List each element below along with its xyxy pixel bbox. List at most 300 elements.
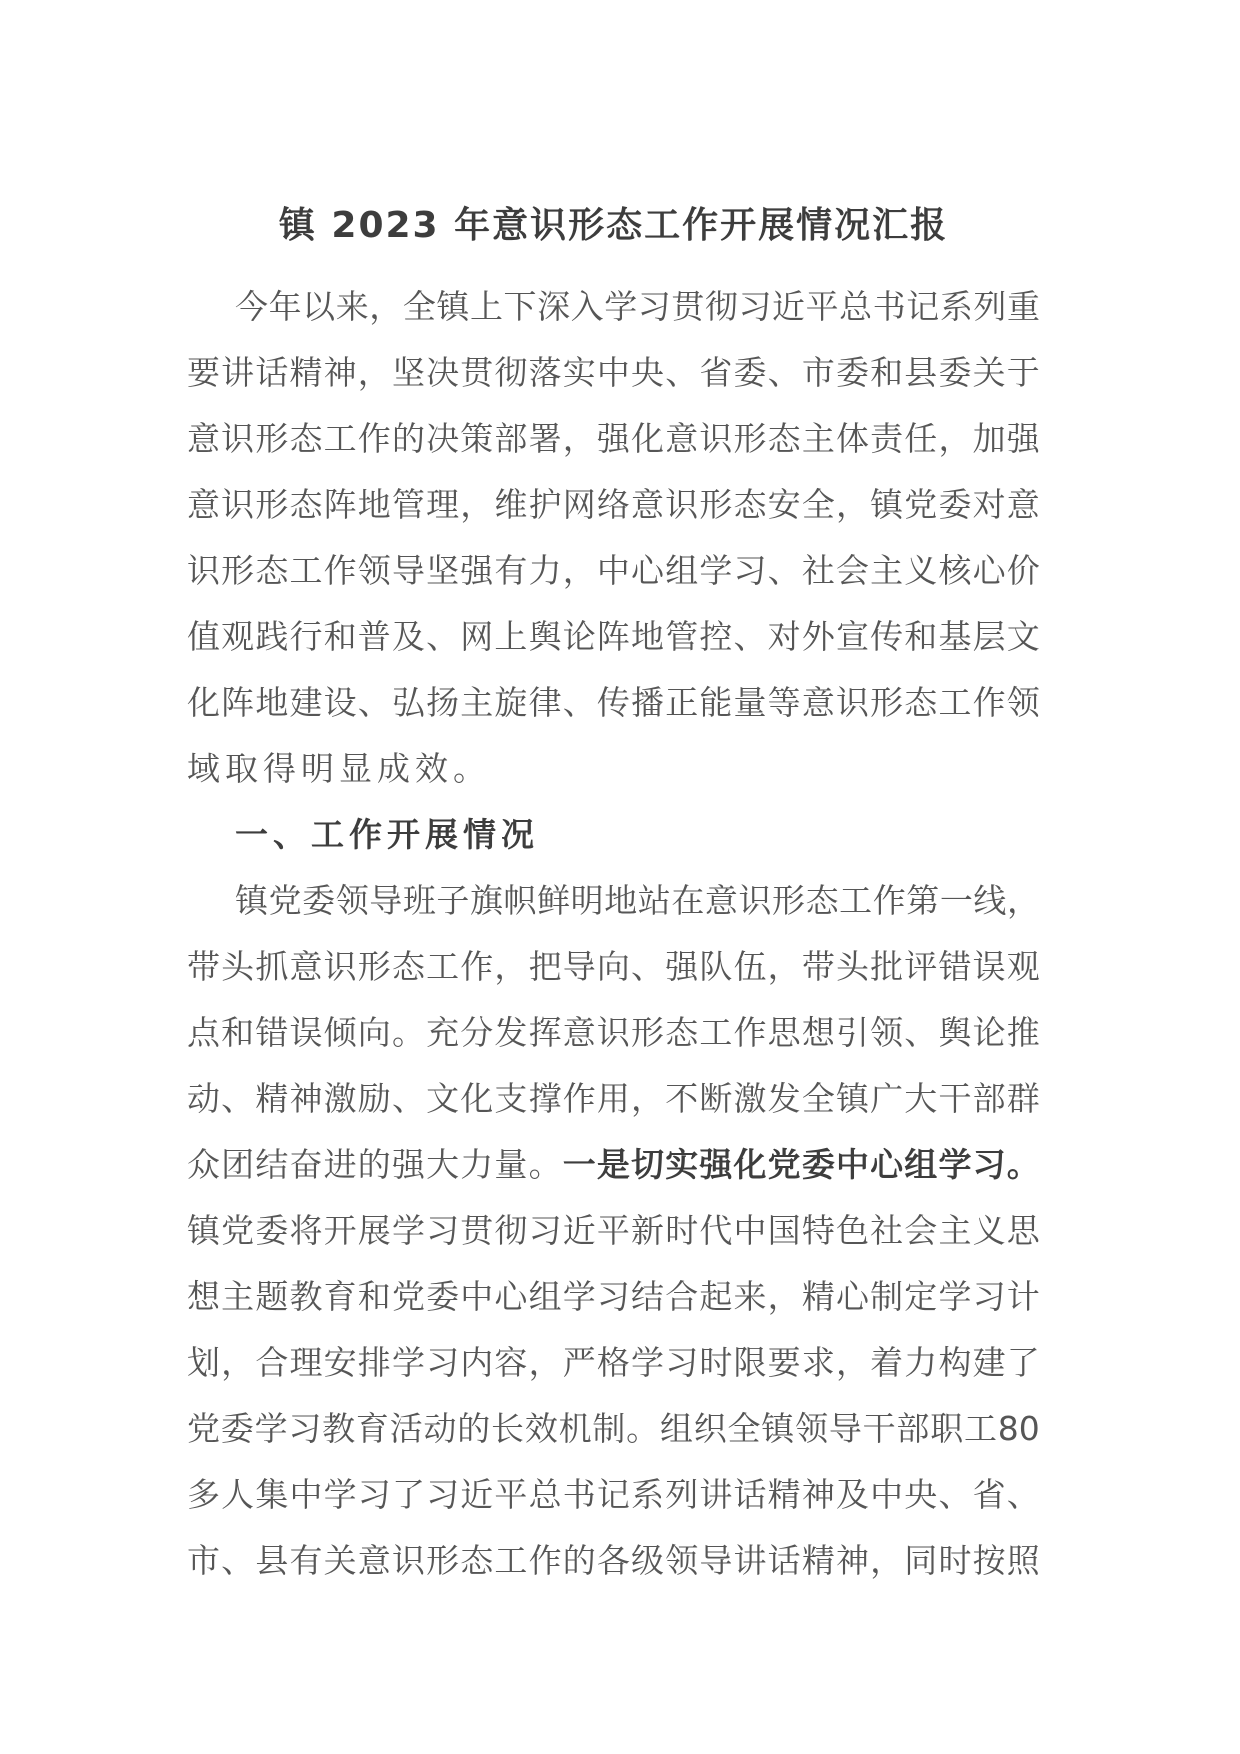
body-text: 地 bbox=[255, 683, 289, 722]
body-text: 管 bbox=[391, 485, 425, 524]
body-text: 阵 bbox=[323, 485, 357, 524]
body-text: 层 bbox=[972, 617, 1006, 656]
body-text: 形 bbox=[221, 551, 255, 590]
body-text: 作 bbox=[733, 1013, 767, 1052]
body-text: 结 bbox=[631, 1277, 665, 1316]
body-text: 关 bbox=[972, 353, 1006, 392]
body-text: 意 bbox=[704, 881, 738, 920]
body-text: ， bbox=[835, 485, 869, 524]
body-text: 了 bbox=[391, 1475, 425, 1514]
body-text: 态 bbox=[733, 485, 767, 524]
body-text: 精 bbox=[289, 353, 323, 392]
body-text: 坚 bbox=[426, 551, 460, 590]
body-text: 。 bbox=[391, 1013, 425, 1052]
body-text: 责 bbox=[870, 419, 904, 458]
body-text: 意 bbox=[631, 485, 665, 524]
body-text: 委 bbox=[426, 1277, 460, 1316]
body-text: 挥 bbox=[528, 1013, 562, 1052]
body-text: 贯 bbox=[671, 287, 705, 326]
body-text: 学 bbox=[631, 1343, 665, 1382]
body-text: 职 bbox=[930, 1409, 964, 1448]
body-text: 合 bbox=[255, 1343, 289, 1382]
body-text: 网 bbox=[562, 485, 596, 524]
body-text: 领 bbox=[795, 1409, 829, 1448]
body-text: 错 bbox=[938, 947, 972, 986]
body-text: 在 bbox=[671, 881, 705, 920]
body-text: ， bbox=[631, 1079, 665, 1118]
body-text: 镇 bbox=[436, 287, 470, 326]
body-text: 重 bbox=[1006, 287, 1040, 326]
body-text: 求 bbox=[801, 1343, 835, 1382]
body-text: 强 bbox=[596, 419, 630, 458]
body-text: 80 bbox=[997, 1409, 1040, 1448]
body-text: 践 bbox=[255, 617, 289, 656]
body-text: 精 bbox=[767, 1475, 801, 1514]
body-text: 动 bbox=[187, 1079, 220, 1118]
body-text: 色 bbox=[835, 1211, 869, 1250]
document-content bbox=[187, 193, 1040, 1594]
body-text: 结 bbox=[255, 1145, 289, 1184]
body-text: 化 bbox=[460, 1079, 494, 1118]
body-text: ， bbox=[562, 419, 596, 458]
body-text: 义 bbox=[972, 1211, 1006, 1250]
body-text: 中 bbox=[733, 1211, 767, 1250]
body-text: 建 bbox=[972, 1343, 1006, 1382]
body-text: 展 bbox=[357, 1211, 391, 1250]
body-text: 态 bbox=[255, 551, 289, 590]
body-text: 站 bbox=[637, 881, 671, 920]
body-text: 强 bbox=[665, 947, 699, 986]
body-text: 镇 bbox=[187, 1211, 220, 1250]
emphasis-text: 。 bbox=[1006, 1145, 1040, 1184]
body-text: 列 bbox=[973, 287, 1007, 326]
body-text: 强 bbox=[460, 551, 494, 590]
body-text: 舆 bbox=[528, 617, 562, 656]
body-text: 线 bbox=[973, 881, 1007, 920]
text-line bbox=[187, 1396, 1040, 1462]
body-text: 等 bbox=[767, 683, 801, 722]
body-text: 全 bbox=[727, 1409, 761, 1448]
body-text: 、 bbox=[631, 947, 665, 986]
body-text: 平 bbox=[494, 1475, 528, 1514]
body-text: 县 bbox=[255, 1541, 289, 1580]
body-text: 的 bbox=[457, 1409, 491, 1448]
body-text: 识 bbox=[221, 485, 255, 524]
emphasis-text: 中 bbox=[835, 1145, 869, 1184]
body-text: 播 bbox=[631, 683, 665, 722]
body-text: 来 bbox=[335, 287, 369, 326]
body-text: 上 bbox=[469, 287, 503, 326]
body-text: 话 bbox=[733, 1475, 767, 1514]
body-text: 意 bbox=[357, 1541, 391, 1580]
body-text: 镇 bbox=[870, 485, 904, 524]
body-text: 学 bbox=[391, 1343, 425, 1382]
body-text: 和 bbox=[221, 1013, 255, 1052]
body-text: 学 bbox=[323, 1475, 357, 1514]
body-text: 国 bbox=[767, 1211, 801, 1250]
body-text: 形 bbox=[631, 1013, 665, 1052]
body-text: 识 bbox=[187, 551, 220, 590]
body-text: 彻 bbox=[494, 1211, 528, 1250]
body-text: 正 bbox=[665, 683, 699, 722]
body-text: 的 bbox=[357, 1145, 391, 1184]
body-text: 作 bbox=[323, 551, 357, 590]
body-text: 学 bbox=[938, 1277, 972, 1316]
body-text: ， bbox=[870, 1541, 904, 1580]
body-text: 中 bbox=[870, 1475, 904, 1514]
body-text: 作 bbox=[972, 683, 1006, 722]
body-text: 撑 bbox=[528, 1079, 562, 1118]
body-text: 识 bbox=[323, 947, 357, 986]
body-text: 习 bbox=[596, 1277, 630, 1316]
body-text: 党 bbox=[221, 1211, 255, 1250]
body-text: 多 bbox=[187, 1475, 220, 1514]
body-text: 署 bbox=[528, 419, 562, 458]
body-text: 委 bbox=[938, 485, 972, 524]
body-text: 组 bbox=[665, 551, 699, 590]
body-text: 带 bbox=[801, 947, 835, 986]
body-text: 舆 bbox=[938, 1013, 972, 1052]
body-text: 、 bbox=[767, 551, 801, 590]
body-text: 激 bbox=[323, 1079, 357, 1118]
body-text: 量 bbox=[494, 1145, 528, 1184]
body-text: 起 bbox=[699, 1277, 733, 1316]
body-text: 年 bbox=[268, 287, 302, 326]
body-text: 效 bbox=[524, 1409, 558, 1448]
body-text: 及 bbox=[391, 617, 425, 656]
body-text: ， bbox=[835, 1343, 869, 1382]
body-text: 论 bbox=[972, 1013, 1006, 1052]
body-text: 、 bbox=[562, 683, 596, 722]
body-text: 主 bbox=[460, 683, 494, 722]
emphasis-text: 切 bbox=[631, 1145, 665, 1184]
body-text: 心 bbox=[835, 1277, 869, 1316]
body-text: 织 bbox=[693, 1409, 727, 1448]
body-text: 基 bbox=[938, 617, 972, 656]
body-text: 社 bbox=[870, 1211, 904, 1250]
body-text: 部 bbox=[494, 419, 528, 458]
body-text: 工 bbox=[938, 683, 972, 722]
body-text: 容 bbox=[494, 1343, 528, 1382]
body-text: 全 bbox=[801, 485, 835, 524]
body-text: 强 bbox=[391, 1145, 425, 1184]
text-line bbox=[187, 604, 1040, 670]
body-text: 、 bbox=[665, 353, 699, 392]
body-text: 构 bbox=[938, 1343, 972, 1382]
body-text: 。 bbox=[528, 1145, 562, 1184]
body-text: ， bbox=[1006, 881, 1040, 920]
body-text: 书 bbox=[872, 287, 906, 326]
body-text: 意 bbox=[289, 947, 323, 986]
body-text: 推 bbox=[1006, 1013, 1040, 1052]
body-text: 习 bbox=[426, 1475, 460, 1514]
body-text: 今 bbox=[235, 287, 268, 326]
body-text: 严 bbox=[562, 1343, 596, 1382]
body-text: 形 bbox=[870, 683, 904, 722]
body-text: 识 bbox=[391, 1541, 425, 1580]
body-text: 学 bbox=[604, 287, 638, 326]
body-text: 心 bbox=[631, 551, 665, 590]
body-text: 思 bbox=[1006, 1211, 1040, 1250]
body-text: 管 bbox=[665, 617, 699, 656]
body-text: 领 bbox=[357, 551, 391, 590]
body-text: 态 bbox=[460, 1541, 494, 1580]
body-text: 工 bbox=[323, 419, 357, 458]
body-text: 行 bbox=[289, 617, 323, 656]
body-text: 、 bbox=[1006, 1475, 1040, 1514]
body-text: 子 bbox=[436, 881, 470, 920]
body-text: 维 bbox=[494, 485, 528, 524]
body-text: 加 bbox=[972, 419, 1006, 458]
body-text: 学 bbox=[699, 551, 733, 590]
body-text: 导 bbox=[391, 551, 425, 590]
body-text: 核 bbox=[938, 551, 972, 590]
text-line bbox=[187, 538, 1040, 604]
text-line bbox=[187, 736, 1040, 802]
body-text: 神 bbox=[801, 1475, 835, 1514]
body-text: 、 bbox=[938, 1475, 972, 1514]
body-text: 系 bbox=[939, 287, 973, 326]
body-text: 精 bbox=[255, 1079, 289, 1118]
body-text: 贯 bbox=[460, 353, 494, 392]
body-text: 党 bbox=[904, 485, 938, 524]
body-text: 习 bbox=[733, 551, 767, 590]
body-text: 上 bbox=[494, 617, 528, 656]
body-text: 义 bbox=[904, 551, 938, 590]
body-text: 向 bbox=[596, 947, 630, 986]
body-text: 识 bbox=[221, 419, 255, 458]
body-text: 精 bbox=[801, 1277, 835, 1316]
body-text: 抓 bbox=[255, 947, 289, 986]
body-text: 识 bbox=[699, 419, 733, 458]
body-text: 习 bbox=[357, 1475, 391, 1514]
body-text: 形 bbox=[772, 881, 805, 920]
text-line bbox=[187, 274, 1040, 340]
body-text: ， bbox=[494, 947, 528, 986]
body-text: 群 bbox=[1006, 1079, 1040, 1118]
body-text: ， bbox=[938, 419, 972, 458]
body-text: 系 bbox=[631, 1475, 665, 1514]
body-text: 习 bbox=[637, 287, 671, 326]
body-text: 形 bbox=[357, 947, 391, 986]
body-text: 平 bbox=[596, 1211, 630, 1250]
body-text: 作 bbox=[357, 419, 391, 458]
paragraph-2 bbox=[187, 868, 1040, 1594]
body-text: 导 bbox=[562, 947, 596, 986]
body-text: 委 bbox=[835, 353, 869, 392]
body-text: 心 bbox=[972, 551, 1006, 590]
emphasis-text: 心 bbox=[870, 1145, 904, 1184]
body-text: 传 bbox=[596, 683, 630, 722]
body-text: 近 bbox=[562, 1211, 596, 1250]
body-text: 外 bbox=[801, 617, 835, 656]
text-line bbox=[187, 934, 1040, 1000]
body-text: 讲 bbox=[733, 1541, 767, 1580]
body-text: 党 bbox=[391, 1277, 425, 1316]
body-text: 能 bbox=[699, 683, 733, 722]
body-text: 平 bbox=[805, 287, 839, 326]
body-text: 主 bbox=[938, 1211, 972, 1250]
body-text: 委 bbox=[302, 881, 336, 920]
body-text: 、 bbox=[904, 1013, 938, 1052]
body-text: ， bbox=[221, 1343, 255, 1382]
text-line bbox=[187, 406, 1040, 472]
body-text: 市 bbox=[187, 1541, 220, 1580]
body-text: 不 bbox=[665, 1079, 699, 1118]
body-text: 众 bbox=[187, 1145, 220, 1184]
body-text: 带 bbox=[187, 947, 220, 986]
body-text: 了 bbox=[1006, 1343, 1040, 1382]
body-text: 意 bbox=[187, 485, 220, 524]
body-text: 委 bbox=[733, 353, 767, 392]
body-text: 宣 bbox=[835, 617, 869, 656]
paragraph-1 bbox=[187, 274, 1040, 802]
body-text: 批 bbox=[870, 947, 904, 986]
body-text: 组 bbox=[528, 1277, 562, 1316]
body-text: 领 bbox=[665, 1541, 699, 1580]
body-text: 、 bbox=[426, 617, 460, 656]
body-text: 充 bbox=[426, 1013, 460, 1052]
body-text: 态 bbox=[904, 683, 938, 722]
body-text: 任 bbox=[904, 419, 938, 458]
text-line bbox=[187, 868, 1040, 934]
body-text: 以 bbox=[302, 287, 336, 326]
body-text: 支 bbox=[494, 1079, 528, 1118]
body-text: 主 bbox=[801, 419, 835, 458]
body-text: 律 bbox=[528, 683, 562, 722]
body-text: 制 bbox=[592, 1409, 626, 1448]
body-text: 工 bbox=[494, 1541, 528, 1580]
body-text: 级 bbox=[631, 1541, 665, 1580]
text-line bbox=[187, 1528, 1040, 1594]
body-text: 设 bbox=[323, 683, 357, 722]
body-text: ， bbox=[460, 485, 494, 524]
body-text: 书 bbox=[562, 1475, 596, 1514]
body-text: 领 bbox=[870, 1013, 904, 1052]
body-text: 时 bbox=[665, 1211, 699, 1250]
body-text: 有 bbox=[494, 551, 528, 590]
body-text: 对 bbox=[972, 485, 1006, 524]
body-text: 工 bbox=[289, 551, 323, 590]
text-line bbox=[187, 472, 1040, 538]
heading-line bbox=[187, 802, 1040, 868]
body-text: 总 bbox=[839, 287, 873, 326]
body-text: 形 bbox=[255, 485, 289, 524]
body-text: 点 bbox=[187, 1013, 220, 1052]
body-text: 神 bbox=[323, 353, 357, 392]
body-text: 阵 bbox=[596, 617, 630, 656]
body-text: 内 bbox=[460, 1343, 494, 1382]
body-text: 话 bbox=[255, 353, 289, 392]
body-text: 教 bbox=[289, 1277, 323, 1316]
body-text: ， bbox=[767, 1277, 801, 1316]
body-text: 彻 bbox=[494, 353, 528, 392]
document-body bbox=[187, 274, 1040, 1594]
body-text: 委 bbox=[220, 1409, 254, 1448]
body-text: 部 bbox=[896, 1409, 930, 1448]
body-text: 按 bbox=[972, 1541, 1006, 1580]
body-text: 学 bbox=[562, 1277, 596, 1316]
body-text: ， bbox=[369, 287, 403, 326]
body-text: 全 bbox=[801, 1079, 835, 1118]
body-text: 习 bbox=[738, 287, 772, 326]
emphasis-text: 强 bbox=[699, 1145, 733, 1184]
body-text: 彻 bbox=[704, 287, 738, 326]
body-text: 习 bbox=[426, 1343, 460, 1382]
body-text: 网 bbox=[460, 617, 494, 656]
body-text: 论 bbox=[562, 617, 596, 656]
body-text: 普 bbox=[357, 617, 391, 656]
body-text: 领 bbox=[1006, 683, 1040, 722]
body-text: 神 bbox=[289, 1079, 323, 1118]
body-text: 心 bbox=[494, 1277, 528, 1316]
body-text: 理 bbox=[289, 1343, 323, 1382]
body-text: 形 bbox=[733, 419, 767, 458]
body-text: 精 bbox=[801, 1541, 835, 1580]
body-text: 活 bbox=[389, 1409, 423, 1448]
body-text: 护 bbox=[528, 485, 562, 524]
body-text: 明 bbox=[570, 881, 604, 920]
body-text: 中 bbox=[289, 1475, 323, 1514]
body-text: 作 bbox=[460, 947, 494, 986]
body-text: 、 bbox=[733, 617, 767, 656]
body-text: 、 bbox=[391, 1079, 425, 1118]
body-text: 列 bbox=[665, 1475, 699, 1514]
body-text: ， bbox=[528, 1343, 562, 1382]
body-text: 深 bbox=[537, 287, 571, 326]
body-text: 委 bbox=[938, 353, 972, 392]
body-text: 时 bbox=[938, 1541, 972, 1580]
body-text: 发 bbox=[767, 1079, 801, 1118]
body-text: 镇 bbox=[835, 1079, 869, 1118]
body-text: 体 bbox=[835, 419, 869, 458]
body-text: 有 bbox=[289, 1541, 323, 1580]
body-text: 工 bbox=[839, 881, 873, 920]
body-text: 制 bbox=[870, 1277, 904, 1316]
body-text: 同 bbox=[904, 1541, 938, 1580]
body-text: 讲 bbox=[699, 1475, 733, 1514]
body-text: 识 bbox=[835, 683, 869, 722]
body-text: 育 bbox=[323, 1277, 357, 1316]
body-text: 习 bbox=[665, 1343, 699, 1382]
body-text: 识 bbox=[738, 881, 772, 920]
body-text: 想 bbox=[187, 1277, 220, 1316]
body-text: 形 bbox=[426, 1541, 460, 1580]
body-text: 进 bbox=[323, 1145, 357, 1184]
body-text: 特 bbox=[801, 1211, 835, 1250]
body-text: 分 bbox=[460, 1013, 494, 1052]
body-text: 意 bbox=[1006, 485, 1040, 524]
body-text: 长 bbox=[491, 1409, 525, 1448]
body-text: 安 bbox=[323, 1343, 357, 1382]
body-text: 社 bbox=[801, 551, 835, 590]
body-text: 队 bbox=[699, 947, 733, 986]
body-text: 发 bbox=[494, 1013, 528, 1052]
emphasis-text: 委 bbox=[801, 1145, 835, 1184]
body-text: 机 bbox=[558, 1409, 592, 1448]
body-text: 、 bbox=[221, 1079, 255, 1118]
body-text: 新 bbox=[631, 1211, 665, 1250]
body-text: 头 bbox=[221, 947, 255, 986]
body-text: 工 bbox=[699, 1013, 733, 1052]
body-text: 照 bbox=[1006, 1541, 1040, 1580]
body-text: 会 bbox=[835, 551, 869, 590]
body-text: 引 bbox=[835, 1013, 869, 1052]
body-text: 习 bbox=[972, 1277, 1006, 1316]
emphasis-text: 一、工作开展情况 bbox=[235, 815, 539, 854]
body-text: 中 bbox=[460, 1277, 494, 1316]
text-line bbox=[187, 1330, 1040, 1396]
